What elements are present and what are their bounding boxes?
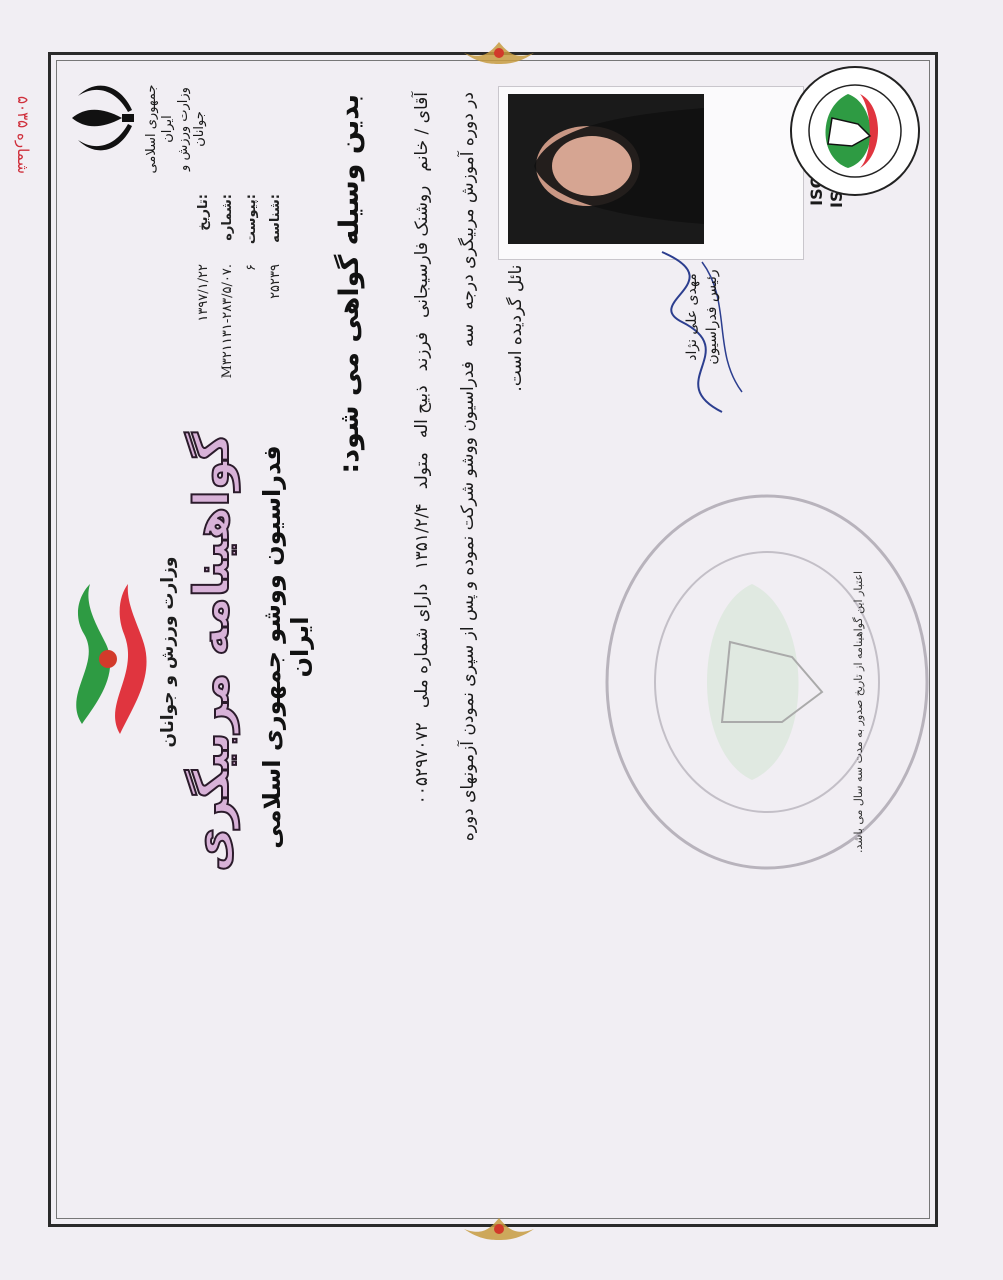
ornament-top	[460, 38, 538, 68]
certificate-content	[62, 66, 926, 1212]
iran-emblem-icon	[66, 66, 138, 170]
ministry-sub-name: وزارت ورزش و جوانان	[176, 87, 207, 171]
federation-name: فدراسیون ووشو جمهوری اسلامی ایران	[258, 445, 314, 849]
ornament-bottom	[460, 1214, 538, 1244]
body-line-2: در دوره آموزش مربیگری درجهسهفدراسیون ووشو شرکت نموده و پس از سپری نمودن آزمونهای دوره	[458, 92, 478, 842]
wushu-federation-logo-icon	[788, 64, 922, 198]
father-name: ذبیح اله	[412, 385, 432, 439]
watermark-seal-icon	[602, 492, 932, 872]
meta-number: شماره: M۳۲۱۱۳۱-۲۸۳/۵/۰۷.	[220, 194, 235, 379]
certification-heading: بدین وسیله گواهی می شود:	[334, 94, 365, 474]
country-name: جمهوری اسلامی ایران	[144, 84, 175, 174]
holder-name: روشنک فارسیجانی	[412, 185, 432, 318]
flag-emblem-icon	[62, 574, 152, 744]
ministry-heading: وزارت ورزش و جوانان	[158, 556, 178, 748]
body-line-3: نائل گردیده است.	[506, 264, 526, 392]
birth-date: ۱۳۵۱/۲/۴	[412, 503, 432, 570]
signatory	[682, 232, 722, 402]
signatory-name: مهدی علی نژاد	[684, 273, 700, 361]
national-id: ۰۰۵۲۹۷۰۷۲	[412, 722, 432, 805]
meta-id: شناسه: ۲۵۲۳۹	[268, 194, 283, 299]
holder-photo	[508, 94, 704, 244]
validity-note: اعتبار این گواهینامه از تاریخ صدور به مدت سه سال می باشد.	[852, 570, 865, 854]
serial-number: شماره ۵۰۳۵	[14, 96, 32, 174]
body-line-1: آقای / خانمروشنک فارسیجانیفرزندذبیح الهمتولد۱۳۵۱/۲/۴دارای شماره ملی۰۰۵۲۹۷۰۷۲	[412, 92, 432, 805]
certificate-title: گواهینامه مربیگری	[184, 432, 240, 872]
ministry-caption	[144, 74, 208, 184]
meta-block	[192, 194, 288, 434]
meta-attachment: پیوست: ۶	[244, 194, 259, 271]
meta-date: تاریخ: ۱۳۹۷/۱/۲۲	[196, 194, 211, 322]
coach-grade: سه	[458, 323, 478, 348]
signatory-role: رئیس فدراسیون	[704, 269, 720, 365]
